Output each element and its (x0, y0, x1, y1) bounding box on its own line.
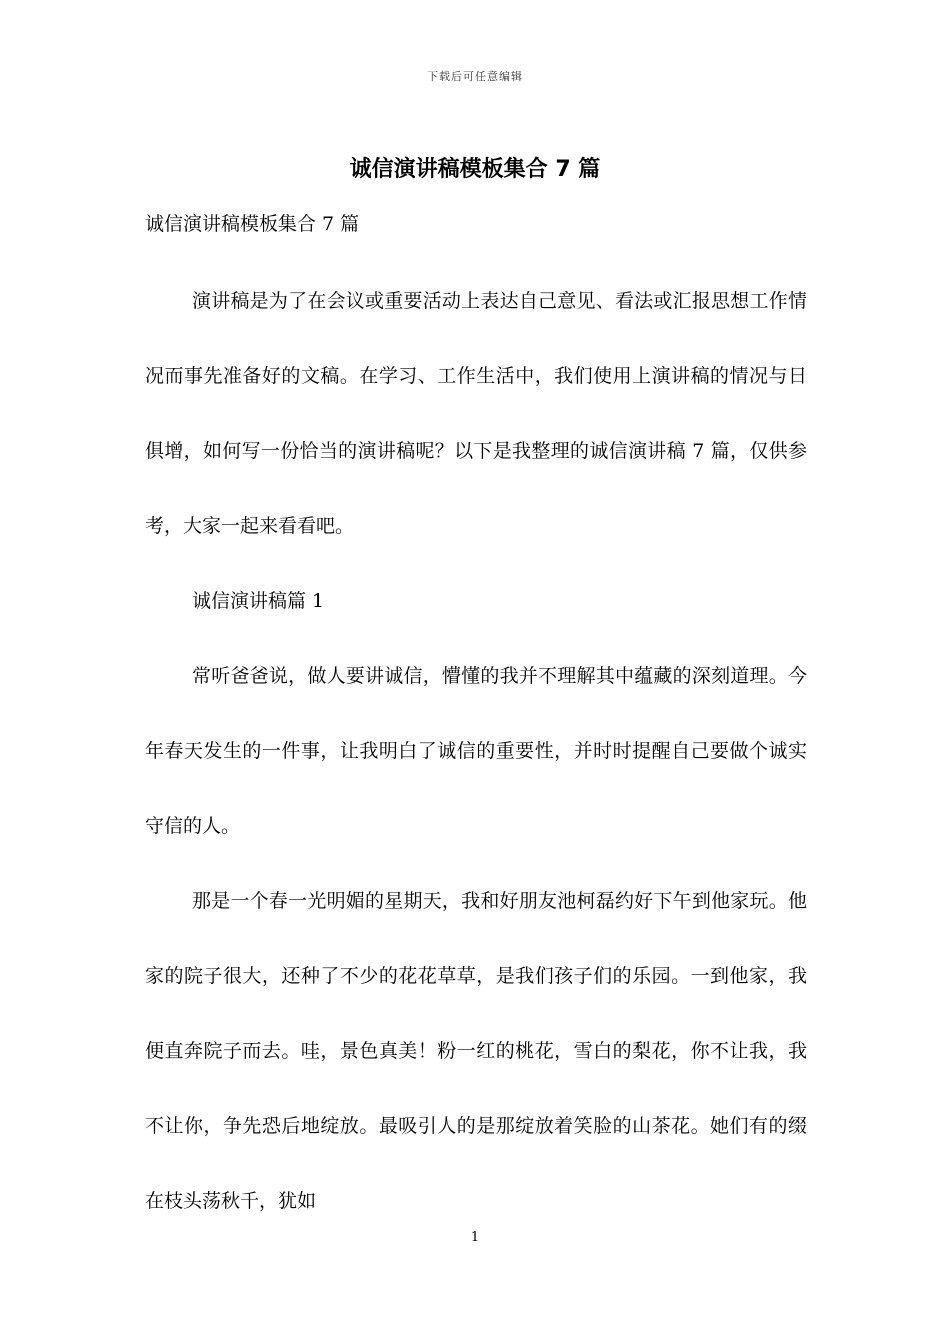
document-subtitle: 诚信演讲稿模板集合 7 篇 (145, 213, 360, 235)
paragraph: 常听爸爸说，做人要讲诚信，懵懂的我并不理解其中蕴藏的深刻道理。今年春天发生的一件事，让我明白了诚信的重要性，并时时提醒自己要做个诚实守信的人。 (145, 665, 807, 837)
header-note: 下载后可任意编辑 (427, 70, 523, 83)
section-heading: 诚信演讲稿篇 1 (192, 590, 325, 612)
document-body (145, 264, 807, 1239)
page-number: 1 (470, 1230, 480, 1245)
paragraph: 那是一个春一光明媚的星期天，我和好朋友池柯磊约好下午到他家玩。他家的院子很大，还种了不少的花花草草，是我们孩子们的乐园。一到他家，我便直奔院子而去。哇，景色真美！粉一红的桃花，雪白的梨花，你不让我，我不让你，争先恐后地绽放。最吸引人的是那绽放着笑脸的山茶花。她们有的缀在枝头荡秋千，犹如 (145, 890, 807, 1212)
document-title: 诚信演讲稿模板集合 7 篇 (349, 157, 601, 182)
paragraph-intro: 演讲稿是为了在会议或重要活动上表达自己意见、看法或汇报思想工作情况而事先准备好的文稿。在学习、工作生活中，我们使用上演讲稿的情况与日俱增，如何写一份恰当的演讲稿呢？以下是我整理的诚信演讲稿 7 篇，仅供参考，大家一起来看看吧。 (145, 290, 807, 537)
